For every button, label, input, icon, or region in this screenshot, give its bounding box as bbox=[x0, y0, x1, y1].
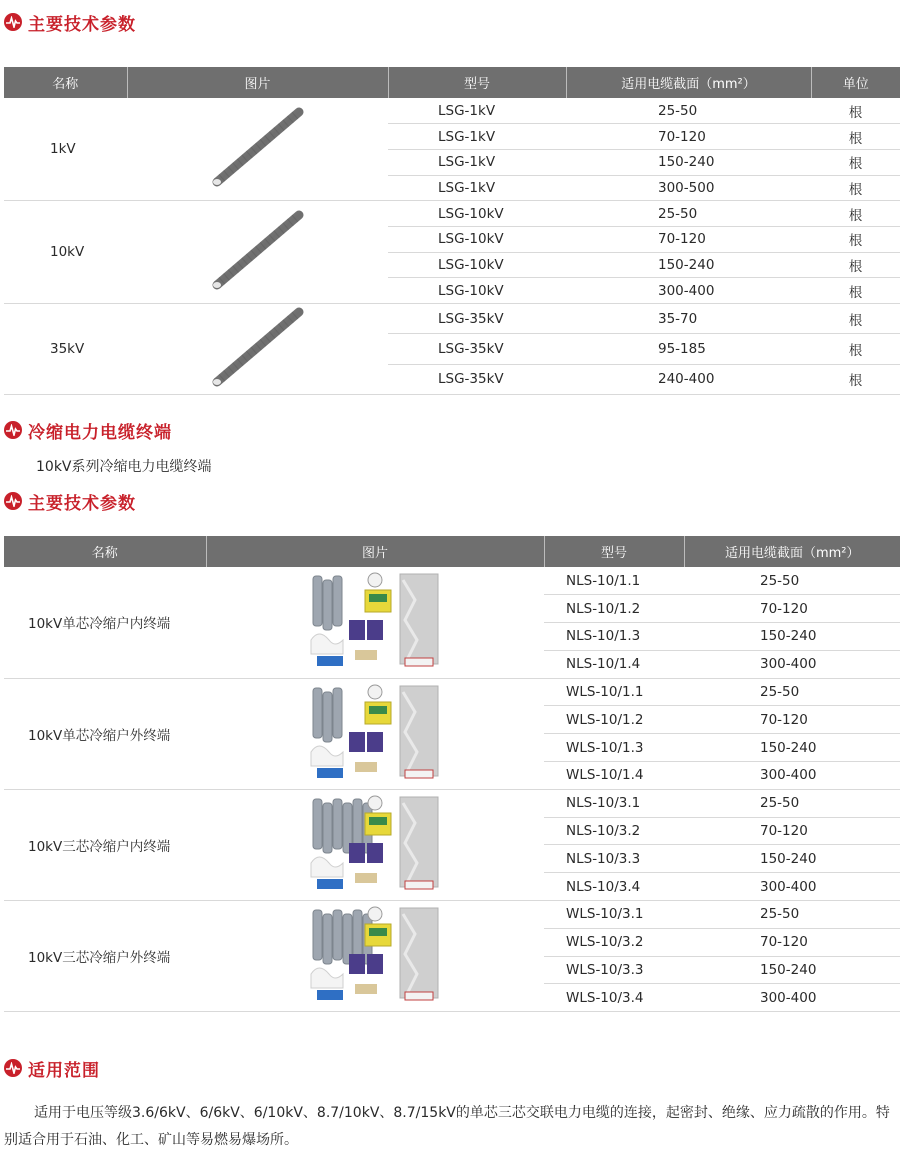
unit-cell: 根 bbox=[811, 252, 900, 278]
product-name-cell: 10kV三芯冷缩户外终端 bbox=[4, 901, 206, 1012]
unit-cell: 根 bbox=[811, 98, 900, 124]
pulse-logo-icon bbox=[4, 421, 22, 439]
section-subtitle: 10kV系列冷缩电力电缆终端 bbox=[36, 459, 212, 475]
section-cell: 300-400 bbox=[684, 984, 900, 1012]
unit-cell: 根 bbox=[811, 201, 900, 227]
table-header-row bbox=[4, 536, 900, 567]
header-picture: 图片 bbox=[206, 536, 544, 567]
termination-kit-icon bbox=[305, 682, 445, 782]
section-title: 冷缩电力电缆终端 bbox=[28, 422, 172, 443]
table-row bbox=[4, 201, 900, 227]
section-heading-parameters-1 bbox=[4, 10, 136, 34]
model-cell: NLS-10/1.4 bbox=[544, 650, 684, 678]
model-cell: LSG-10kV bbox=[388, 226, 566, 252]
model-cell: WLS-10/1.4 bbox=[544, 762, 684, 790]
section-cell: 70-120 bbox=[566, 124, 811, 150]
header-name: 名称 bbox=[4, 67, 127, 98]
model-cell: WLS-10/1.3 bbox=[544, 734, 684, 762]
section-title: 主要技术参数 bbox=[28, 14, 136, 35]
section-cell: 300-400 bbox=[566, 278, 811, 304]
model-cell: WLS-10/3.1 bbox=[544, 901, 684, 929]
product-name-cell: 10kV单芯冷缩户内终端 bbox=[4, 567, 206, 678]
model-cell: WLS-10/3.2 bbox=[544, 928, 684, 956]
section-heading-parameters-2 bbox=[4, 489, 136, 513]
product-picture-cell bbox=[206, 567, 544, 678]
section-title: 适用范围 bbox=[28, 1060, 100, 1081]
section-cell: 70-120 bbox=[566, 226, 811, 252]
section-cell: 300-400 bbox=[684, 873, 900, 901]
model-cell: LSG-35kV bbox=[388, 304, 566, 334]
section-cell: 25-50 bbox=[684, 901, 900, 929]
model-cell: LSG-35kV bbox=[388, 334, 566, 364]
model-cell: WLS-10/3.3 bbox=[544, 956, 684, 984]
product-picture-cell bbox=[206, 678, 544, 789]
table-header-row bbox=[4, 67, 900, 98]
product-name-cell: 35kV bbox=[4, 304, 127, 395]
model-cell: NLS-10/1.2 bbox=[544, 595, 684, 623]
product-name-cell: 10kV三芯冷缩户内终端 bbox=[4, 789, 206, 900]
pulse-logo-icon bbox=[4, 13, 22, 31]
product-picture-cell bbox=[127, 98, 388, 201]
unit-cell: 根 bbox=[811, 149, 900, 175]
unit-cell: 根 bbox=[811, 304, 900, 334]
header-model: 型号 bbox=[388, 67, 566, 98]
cold-shrink-tube-table bbox=[4, 67, 900, 395]
section-cell: 150-240 bbox=[684, 956, 900, 984]
unit-cell: 根 bbox=[811, 278, 900, 304]
section-cell: 70-120 bbox=[684, 928, 900, 956]
section-cell: 35-70 bbox=[566, 304, 811, 334]
product-picture-cell bbox=[206, 789, 544, 900]
model-cell: NLS-10/3.4 bbox=[544, 873, 684, 901]
unit-cell: 根 bbox=[811, 226, 900, 252]
model-cell: LSG-35kV bbox=[388, 364, 566, 394]
header-picture: 图片 bbox=[127, 67, 388, 98]
section-heading-terminations bbox=[4, 418, 172, 442]
model-cell: LSG-1kV bbox=[388, 175, 566, 201]
termination-kit-icon bbox=[305, 904, 445, 1004]
section-cell: 150-240 bbox=[684, 734, 900, 762]
termination-kit-icon bbox=[305, 570, 445, 670]
model-cell: NLS-10/3.1 bbox=[544, 789, 684, 817]
section-cell: 70-120 bbox=[684, 706, 900, 734]
model-cell: LSG-1kV bbox=[388, 149, 566, 175]
model-cell: NLS-10/3.3 bbox=[544, 845, 684, 873]
product-name-cell: 10kV单芯冷缩户外终端 bbox=[4, 678, 206, 789]
table-row bbox=[4, 98, 900, 124]
section-cell: 300-400 bbox=[684, 762, 900, 790]
model-cell: NLS-10/1.3 bbox=[544, 623, 684, 651]
table-row bbox=[4, 678, 900, 706]
header-section: 适用电缆截面（mm²） bbox=[566, 67, 811, 98]
unit-cell: 根 bbox=[811, 334, 900, 364]
cold-shrink-tube-icon bbox=[203, 304, 313, 390]
section-title: 主要技术参数 bbox=[28, 493, 136, 514]
model-cell: LSG-1kV bbox=[388, 124, 566, 150]
termination-table bbox=[4, 536, 900, 1012]
pulse-logo-icon bbox=[4, 492, 22, 510]
product-picture-cell bbox=[206, 901, 544, 1012]
table-row bbox=[4, 304, 900, 334]
table-row bbox=[4, 567, 900, 595]
product-picture-cell bbox=[127, 304, 388, 395]
unit-cell: 根 bbox=[811, 364, 900, 394]
section-cell: 150-240 bbox=[684, 845, 900, 873]
model-cell: LSG-10kV bbox=[388, 201, 566, 227]
model-cell: LSG-10kV bbox=[388, 252, 566, 278]
model-cell: LSG-1kV bbox=[388, 98, 566, 124]
model-cell: WLS-10/1.2 bbox=[544, 706, 684, 734]
section-cell: 150-240 bbox=[566, 252, 811, 278]
table-row bbox=[4, 789, 900, 817]
section-cell: 70-120 bbox=[684, 595, 900, 623]
unit-cell: 根 bbox=[811, 124, 900, 150]
section-cell: 95-185 bbox=[566, 334, 811, 364]
section-cell: 25-50 bbox=[684, 678, 900, 706]
section-cell: 150-240 bbox=[684, 623, 900, 651]
model-cell: WLS-10/3.4 bbox=[544, 984, 684, 1012]
model-cell: WLS-10/1.1 bbox=[544, 678, 684, 706]
section-cell: 25-50 bbox=[566, 201, 811, 227]
section-cell: 25-50 bbox=[684, 567, 900, 595]
cold-shrink-tube-icon bbox=[203, 207, 313, 293]
header-section: 适用电缆截面（mm²） bbox=[684, 536, 900, 567]
product-picture-cell bbox=[127, 201, 388, 304]
product-name-cell: 10kV bbox=[4, 201, 127, 304]
header-unit: 单位 bbox=[811, 67, 900, 98]
pulse-logo-icon bbox=[4, 1059, 22, 1077]
product-name-cell: 1kV bbox=[4, 98, 127, 201]
cold-shrink-tube-icon bbox=[203, 104, 313, 190]
section-cell: 300-500 bbox=[566, 175, 811, 201]
termination-kit-icon bbox=[305, 793, 445, 893]
section-heading-scope bbox=[4, 1056, 100, 1080]
section-cell: 300-400 bbox=[684, 650, 900, 678]
section-cell: 240-400 bbox=[566, 364, 811, 394]
unit-cell: 根 bbox=[811, 175, 900, 201]
section-cell: 70-120 bbox=[684, 817, 900, 845]
section-cell: 150-240 bbox=[566, 149, 811, 175]
table-row bbox=[4, 901, 900, 929]
header-name: 名称 bbox=[4, 536, 206, 567]
model-cell: NLS-10/1.1 bbox=[544, 567, 684, 595]
section-cell: 25-50 bbox=[684, 789, 900, 817]
model-cell: LSG-10kV bbox=[388, 278, 566, 304]
header-model: 型号 bbox=[544, 536, 684, 567]
scope-paragraph: 适用于电压等级3.6/6kV、6/6kV、6/10kV、8.7/10kV、8.7/15kV的单芯三芯交联电力电缆的连接，起密封、绝缘、应力疏散的作用。特别适合用于石油、化工、矿山等易燃易爆场所。 bbox=[4, 1105, 890, 1148]
section-cell: 25-50 bbox=[566, 98, 811, 124]
model-cell: NLS-10/3.2 bbox=[544, 817, 684, 845]
